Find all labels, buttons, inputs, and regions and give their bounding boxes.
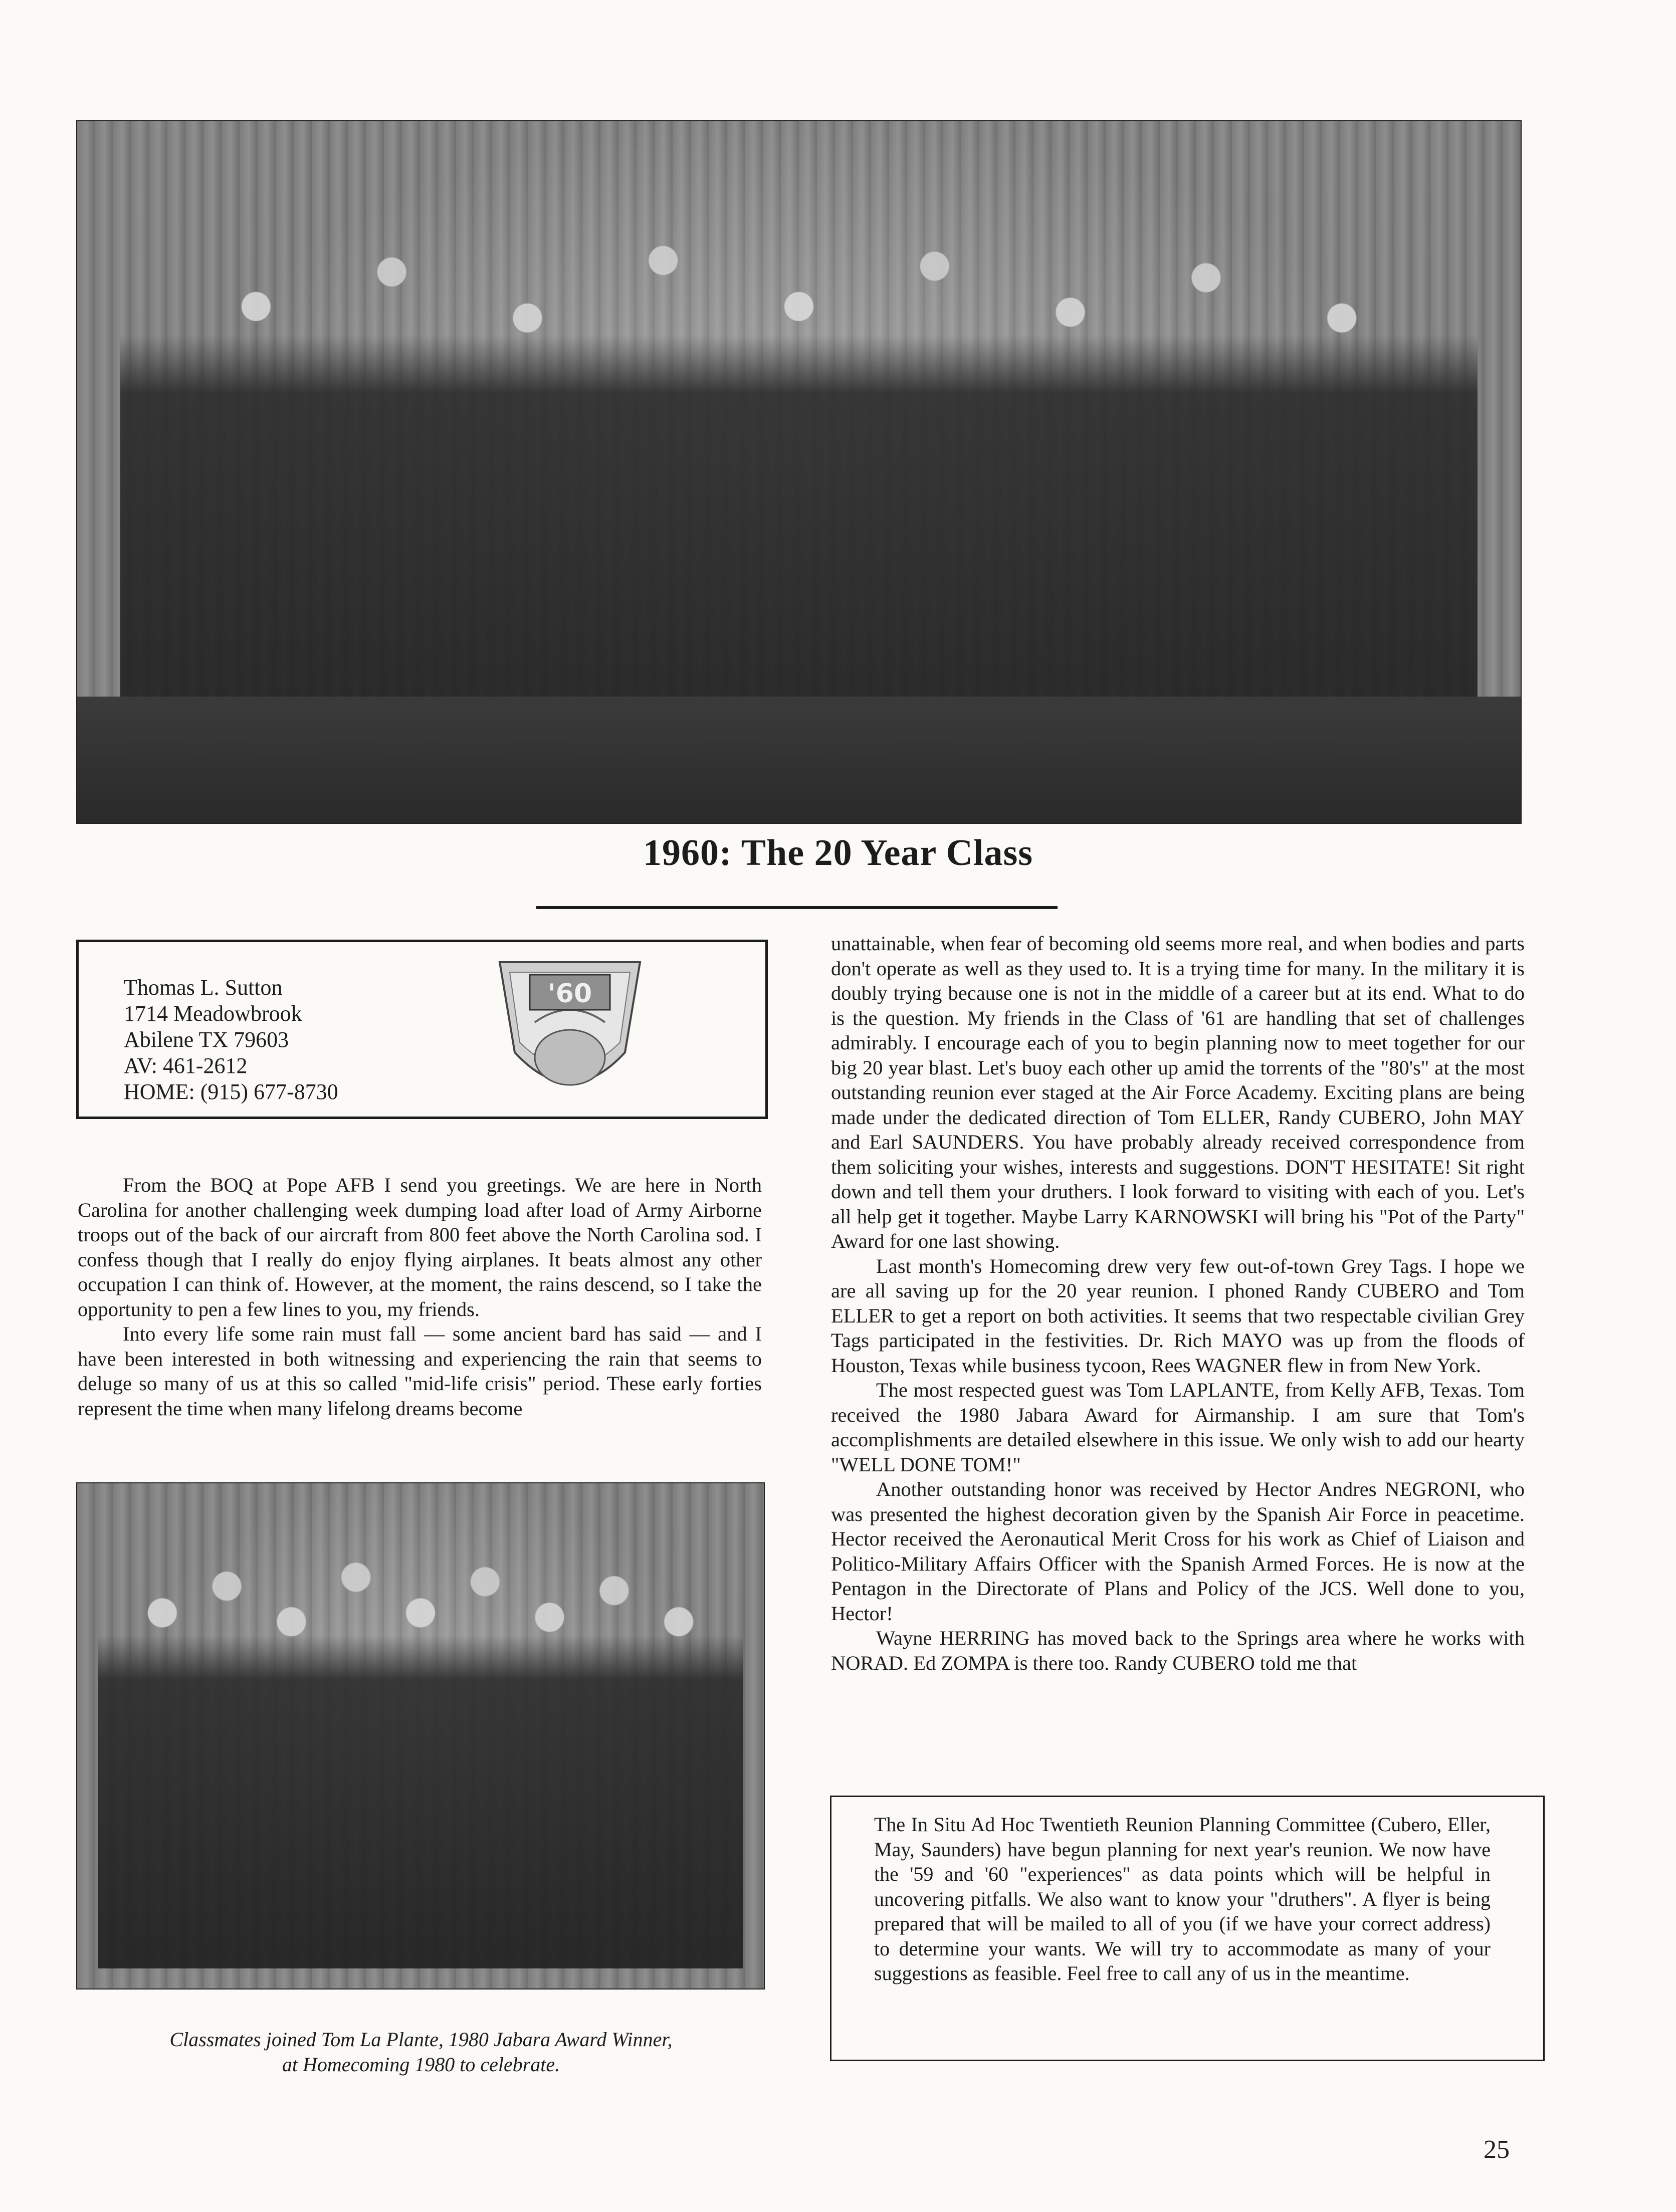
class-crest-icon <box>480 952 660 1113</box>
left-paragraph: Into every life some rain must fall — some ancient bard has said — and I have been interested in both witnessing and experiencing the rain that seems to deluge so many of us at this so called "mid-life crisis" period. These early forties represent the time when many lifelong dreams become <box>78 1322 762 1420</box>
contact-name: Thomas L. Sutton <box>124 975 283 1000</box>
contact-city: Abilene TX 79603 <box>124 1027 289 1052</box>
right-paragraph: Another outstanding honor was received by Hector Andres NEGRONI, who was presented the highest decoration given by the Spanish Air Force in peacetime. Hector received the Aeronautical Merit Cross for his work as Chief of Liaison and Politico-Military Affairs Officer with the Spanish Armed Forces. He is now at the Pentagon in the Directorate of Plans and Policy of the JCS. Well done to you, Hector! <box>831 1478 1525 1625</box>
caption-line-1: Classmates joined Tom La Plante, 1980 Jabara Award Winner, <box>169 2028 673 2051</box>
section-title: 1960: The 20 Year Class <box>643 832 1033 873</box>
left-paragraph: From the BOQ at Pope AFB I send you greetings. We are here in North Carolina for another challenging week dumping load after load of Army Airborne troops out of the back of our aircraft from 800 feet above the North Carolina sod. I confess though that I really do enjoy flying airplanes. It beats almost any other occupation I can think of. However, at the moment, the rains descend, so I take the opportunity to pen a few lines to you, my friends. <box>78 1174 762 1320</box>
committee-note-box <box>830 1796 1545 2061</box>
right-paragraph: unattainable, when fear of becoming old seems more real, and when bodies and parts don't operate as well as they used to. It is a trying time for many. In the military it is doubly trying because one is not in the middle of a career but at its end. What to do is the question. My friends in the Class of '61 are handling that set of challenges admirably. I encourage each of you to begin planning now to meet together for our big 20 year blast. Let's buoy each other up amid the torrents of the "80's" at the most outstanding reunion ever staged at the Air Force Academy. Exciting plans are being made under the dedicated direction of Tom ELLER, Randy CUBERO, John MAY and Earl SAUNDERS. You have probably already received correspondence from them soliciting your wishes, interests and suggestions. DON'T HESITATE! Sit right down and tell them your druthers. I look forward to visiting with each of you. Let's all help get it together. Maybe Larry KARNOWSKI will bring his "Pot of the Party" Award for one last showing. <box>831 932 1525 1252</box>
contact-home-phone: HOME: (915) 677-8730 <box>124 1079 338 1104</box>
right-paragraph: The most respected guest was Tom LAPLANTE, from Kelly AFB, Texas. Tom received the 1980 Jabara Award for Airmanship. I am sure that Tom's accomplishments are detailed elsewhere in this issue. We only wish to add our hearty "WELL DONE TOM!" <box>831 1379 1525 1476</box>
crest-year: '60 <box>547 979 592 1009</box>
right-column-text <box>831 931 1525 1675</box>
contact-street: 1714 Meadowbrook <box>124 1001 302 1026</box>
group-photo-people <box>120 191 1477 767</box>
contact-box <box>76 940 768 1119</box>
right-paragraph: Last month's Homecoming drew very few out-of-town Grey Tags. I hope we are all saving up for the 20 year reunion. I phoned Randy CUBERO and Tom ELLER to get a report on both activities. It seems that two respectable civilian Grey Tags participated in the festivities. Dr. Rich MAYO was up from the floods of Houston, Texas while business tycoon, Rees WAGNER flew in from New York. <box>831 1254 1525 1377</box>
group-photo-floor <box>77 697 1521 823</box>
contact-av-phone: AV: 461-2612 <box>124 1053 248 1078</box>
contact-address <box>124 975 338 1105</box>
homecoming-photo <box>76 1482 765 1989</box>
class-group-photo <box>76 120 1522 824</box>
right-paragraph: Wayne HERRING has moved back to the Springs area where he works with NORAD. Ed ZOMPA is there too. Randy CUBERO told me that <box>831 1627 1525 1674</box>
caption-line-2: at Homecoming 1980 to celebrate. <box>282 2053 560 2076</box>
left-column-text <box>78 1173 762 1421</box>
page-number: 25 <box>1484 2135 1510 2164</box>
homecoming-photo-people <box>98 1524 743 1968</box>
title-divider <box>536 906 1058 909</box>
photo-caption <box>80 2027 762 2077</box>
committee-note-text: The In Situ Ad Hoc Twentieth Reunion Planning Committee (Cubero, Eller, May, Saunders) have begun planning for next year's reunion. We now have the '59 and '60 "experiences" as data points which will be helpful in uncovering pitfalls. We also want to know your "druthers". A flyer is being prepared that will be mailed to all of you (if we have your correct address) to determine your wants. We will try to accommodate as many of your suggestions as feasible. Feel free to call any of us in the meantime. <box>874 1813 1491 1984</box>
